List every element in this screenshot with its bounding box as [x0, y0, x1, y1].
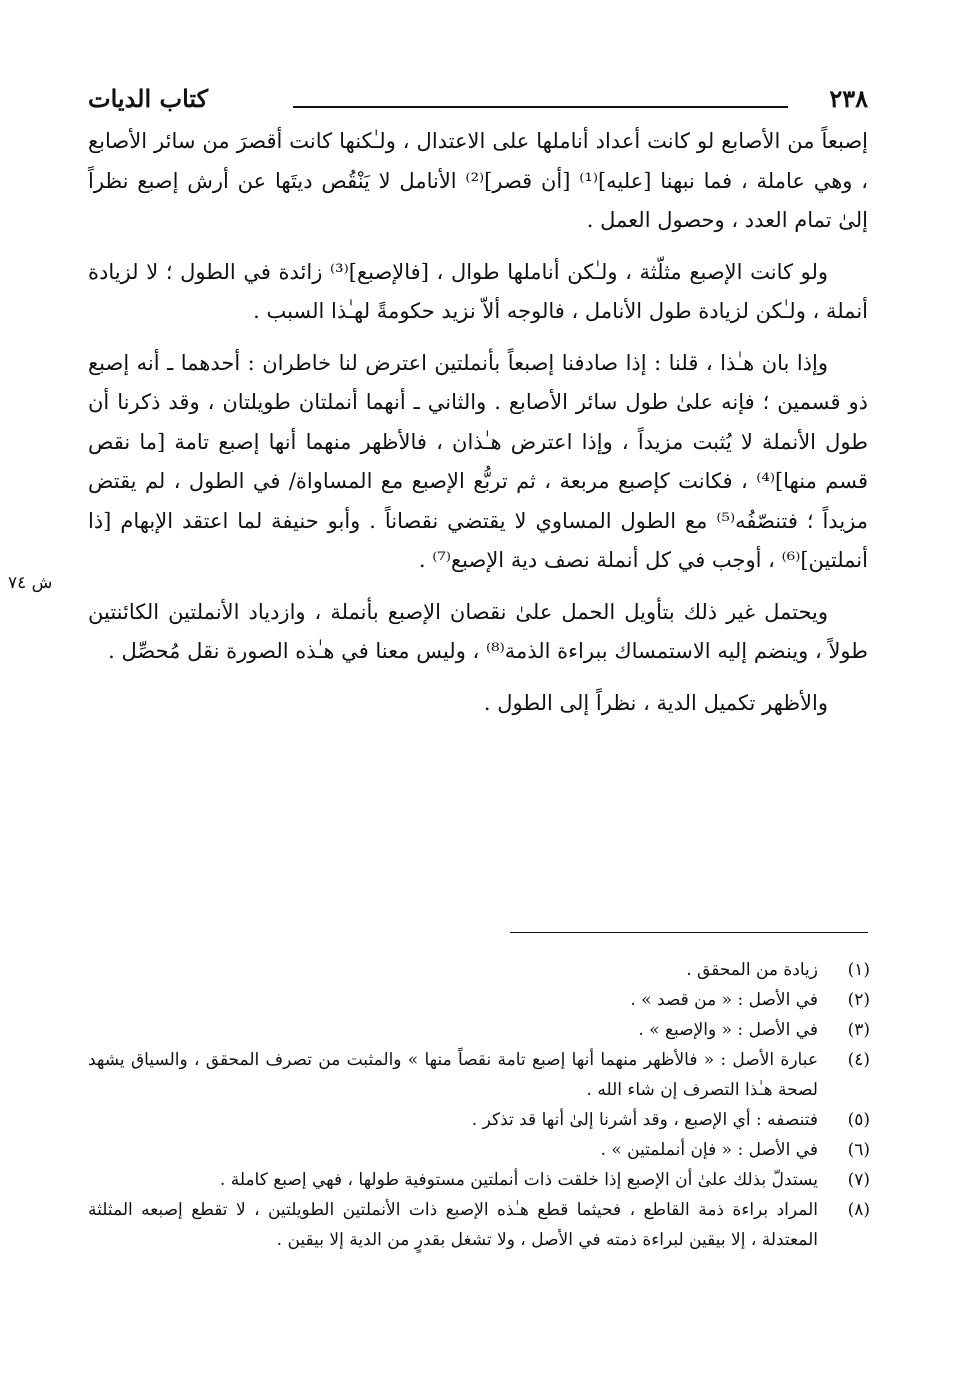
footnote-2: [88, 985, 870, 1015]
footnote-1: [88, 955, 870, 985]
page-number: ٢٣٨: [829, 84, 868, 113]
footnote-number: (٨): [847, 1200, 870, 1220]
paragraph-3: وإذا بان هـٰذا ، قلنا : إذا صادفنا إصبعاً بأنملتين اعترض لنا خاطران : أحدهما ـ أنه إصبع ذو قسمين ؛ فإنه علىٰ طول سائر الأصابع . والثاني ـ أنهما أنملتان طويلتان ، وقد ذكرنا أن طول الأنملة لا يُثبت مزيداً ، وإذا اعترض هـٰذان ، فالأظهر منهما أنها إصبع تامة [ما نقص قسم منها]⁽⁴⁾ ، فكانت كإصبع مربعة ، ثم تربُّع الإصبع مع المساواة/ في الطول ، لم يقتض مزيداً ؛ فتنصّفُه⁽⁵⁾ مع الطول المساوي لا يقتضي نقصاناً . وأبو حنيفة لما اعتقد الإبهام [ذا أنملتين]⁽⁶⁾ ، أوجب في كل أنملة نصف دية الإصبع⁽⁷⁾ .: [88, 350, 869, 572]
footnote-4: [88, 1045, 870, 1105]
footnote-number: (٦): [847, 1140, 870, 1160]
footnote-text: في الأصل : « من قصد » .: [630, 990, 818, 1010]
footnote-7: [88, 1165, 870, 1195]
margin-manuscript-ref: ش ٧٤: [8, 573, 53, 593]
footnote-text: في الأصل : « فإن أنملمتين » .: [600, 1140, 818, 1160]
footnote-number: (٢): [847, 990, 870, 1010]
header-rule: [293, 106, 788, 108]
paragraph-5: والأظهر تكميل الدية ، نظراً إلى الطول .: [483, 690, 828, 715]
footnote-3: [88, 1015, 870, 1045]
paragraph-2: ولو كانت الإصبع مثلّثة ، ولـٰكن أناملها طوال ، [فالإصبع]⁽³⁾ زائدة في الطول ؛ لا لزيادة أنملة ، ولـٰكن لزيادة طول الأنامل ، فالوجه ألاّ نزيد حكومةً لهـٰذا السبب .: [88, 259, 868, 323]
footnote-5: [88, 1105, 870, 1135]
footnote-number: (٥): [847, 1110, 870, 1130]
footnote-text: في الأصل : « والإصبع » .: [638, 1020, 818, 1040]
footnote-text: يستدلّ بذلك علىٰ أن الإصبع إذا خلقت ذات أنملتين مستوفية طولها ، فهي إصبع كاملة .: [219, 1170, 818, 1190]
footnote-6: [88, 1135, 870, 1165]
footnote-number: (٧): [847, 1170, 870, 1190]
footnote-8: [88, 1195, 870, 1255]
footnote-text: المراد براءة ذمة القاطع ، فحيثما قطع هـٰذه الإصبع ذات الأنملتين الطويلتين ، لا تقطع إصبعه المثلثة المعتدلة ، إلا بيقين لبراءة ذمته في الأصل ، ولا تشغل بقدرٍ من الدية إلا بيقين .: [88, 1200, 818, 1250]
footnote-text: زيادة من المحقق .: [686, 960, 818, 980]
paragraph-1: إصبعاً من الأصابع لو كانت أعداد أناملها على الاعتدال ، ولـٰكنها كانت أقصرَ من سائر الأصابع ، وهي عاملة ، فما نبهنا [عليه]⁽¹⁾ [أن قصر]⁽²⁾ الأنامل لا يَنْقُص ديتَها عن أرش إصبع نظراً إلىٰ تمام العدد ، وحصول العمل .: [88, 129, 868, 232]
footnote-number: (١): [847, 960, 870, 980]
main-text: [88, 122, 868, 735]
footnote-number: (٣): [847, 1020, 870, 1040]
book-title: كتاب الديات: [88, 84, 209, 113]
running-header: [88, 78, 868, 118]
footnotes: [88, 955, 870, 1255]
footnote-text: عبارة الأصل : « فالأظهر منهما أنها إصبع تامة نقصاً منها » والمثبت من تصرف المحقق ، والسياق يشهد لصحة هـٰذا التصرف إن شاء الله .: [88, 1050, 818, 1100]
footnote-number: (٤): [847, 1050, 870, 1070]
footnote-text: فتنصفه : أي الإصبع ، وقد أشرنا إلىٰ أنها قد تذكر .: [471, 1110, 818, 1130]
paragraph-4: ويحتمل غير ذلك بتأويل الحمل علىٰ نقصان الإصبع بأنملة ، وازدياد الأنملتين الكائنتين طولاً ، وينضم إليه الاستمساك ببراءة الذمة⁽⁸⁾ ، وليس معنا في هـٰذه الصورة نقل مُحصِّل .: [88, 599, 868, 663]
footnote-separator: [510, 932, 868, 933]
